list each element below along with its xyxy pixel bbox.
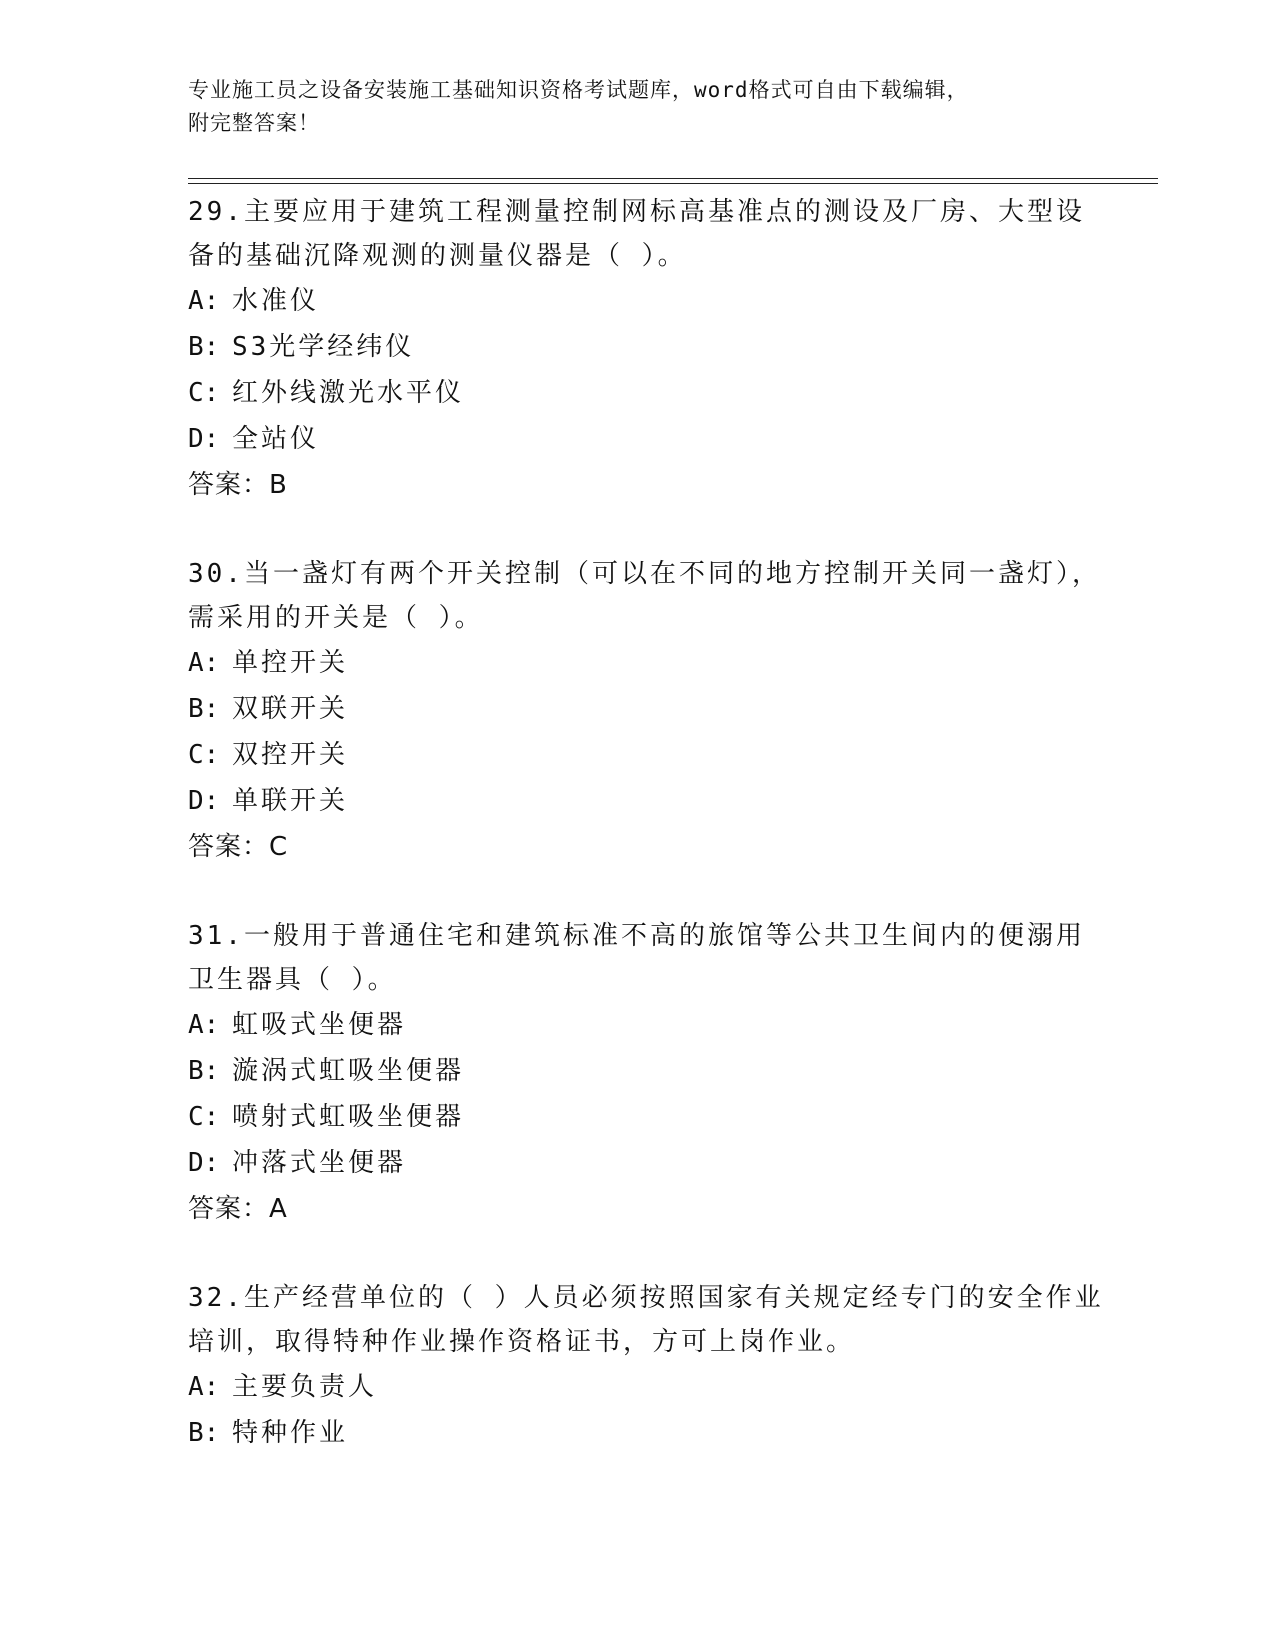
header-divider-bottom — [188, 183, 1158, 184]
option-d — [188, 1140, 1108, 1186]
question-30 — [188, 552, 1108, 870]
option-b — [188, 1410, 1108, 1456]
option-d — [188, 416, 1108, 462]
option-letter: C: — [188, 1102, 220, 1132]
option-text: 双控开关 — [232, 740, 349, 770]
option-text: 双联开关 — [232, 694, 349, 724]
answer: 答案：C — [188, 832, 289, 862]
option-text: S3光学经纬仪 — [232, 332, 415, 362]
question-stem: 31.一般用于普通住宅和建筑标准不高的旅馆等公共卫生间内的便溺用卫生器具（ ）。 — [188, 921, 1085, 995]
option-text: 红外线激光水平仪 — [232, 378, 465, 408]
option-b — [188, 686, 1108, 732]
option-c — [188, 732, 1108, 778]
option-letter: B: — [188, 1418, 220, 1448]
option-c — [188, 370, 1108, 416]
option-letter: B: — [188, 332, 220, 362]
header-line-2: 附完整答案！ — [188, 111, 320, 135]
document-header — [188, 74, 1088, 140]
option-letter: D: — [188, 424, 220, 454]
option-a — [188, 640, 1108, 686]
option-letter: A: — [188, 286, 220, 316]
option-text: 喷射式虹吸坐便器 — [232, 1102, 465, 1132]
option-letter: C: — [188, 378, 220, 408]
option-text: 水准仪 — [232, 286, 320, 316]
option-a — [188, 1002, 1108, 1048]
option-letter: D: — [188, 786, 220, 816]
option-c — [188, 1094, 1108, 1140]
option-text: 主要负责人 — [232, 1372, 378, 1402]
answer: 答案：A — [188, 1194, 288, 1224]
option-letter: B: — [188, 694, 220, 724]
question-stem: 29.主要应用于建筑工程测量控制网标高基准点的测设及厂房、大型设备的基础沉降观测的测量仪器是（ ）。 — [188, 197, 1085, 271]
option-text: 全站仪 — [232, 424, 320, 454]
question-32 — [188, 1276, 1108, 1456]
option-text: 虹吸式坐便器 — [232, 1010, 407, 1040]
option-text: 单控开关 — [232, 648, 349, 678]
option-text: 单联开关 — [232, 786, 349, 816]
option-letter: A: — [188, 1010, 220, 1040]
question-31 — [188, 914, 1108, 1232]
option-letter: C: — [188, 740, 220, 770]
option-text: 冲落式坐便器 — [232, 1148, 407, 1178]
option-b — [188, 324, 1108, 370]
header-divider-top — [188, 178, 1158, 179]
option-text: 漩涡式虹吸坐便器 — [232, 1056, 465, 1086]
header-line-1: 专业施工员之设备安装施工基础知识资格考试题库，word格式可自由下载编辑， — [188, 78, 969, 102]
option-letter: B: — [188, 1056, 220, 1086]
option-a — [188, 278, 1108, 324]
question-list — [188, 190, 1108, 1500]
option-a — [188, 1364, 1108, 1410]
question-stem: 30.当一盏灯有两个开关控制（可以在不同的地方控制开关同一盏灯），需采用的开关是（ ）。 — [188, 559, 1101, 633]
option-letter: A: — [188, 648, 220, 678]
answer: 答案：B — [188, 470, 288, 500]
question-29 — [188, 190, 1108, 508]
question-stem: 32.生产经营单位的（ ）人员必须按照国家有关规定经专门的安全作业培训，取得特种作业操作资格证书，方可上岗作业。 — [188, 1283, 1104, 1357]
option-d — [188, 778, 1108, 824]
option-b — [188, 1048, 1108, 1094]
option-text: 特种作业 — [232, 1418, 349, 1448]
option-letter: D: — [188, 1148, 220, 1178]
option-letter: A: — [188, 1372, 220, 1402]
